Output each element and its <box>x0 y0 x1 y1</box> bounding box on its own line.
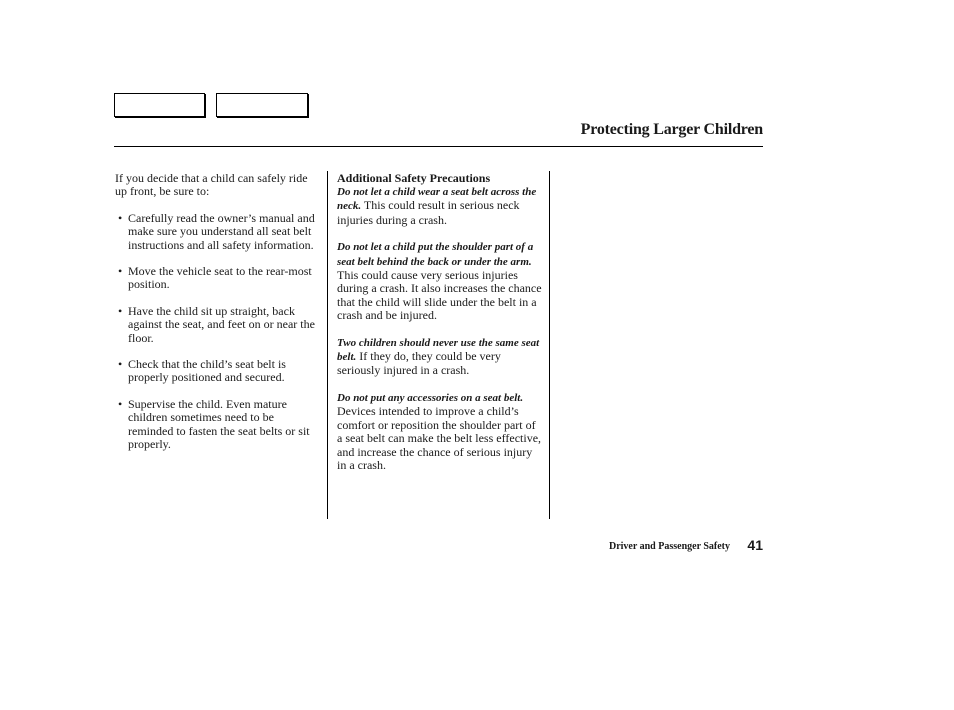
section-heading: Additional Safety Precautions <box>337 171 491 185</box>
list-item-text: Carefully read the owner’s manual and make sure you understand all seat belt instructions and all safety information. <box>128 210 315 252</box>
bullet-icon: • <box>118 210 123 225</box>
precaution-text: This could cause very serious injuries during a crash. It also increases the chance that the child will slide under the belt in a crash and be injured. <box>337 268 542 323</box>
left-column <box>115 172 321 465</box>
precaution-paragraph <box>337 185 542 227</box>
list-item-text: Have the child sit up straight, back against the seat, and feet on or near the floor. <box>128 303 315 345</box>
nav-button-2[interactable] <box>216 93 308 117</box>
bullet-icon: • <box>118 264 123 279</box>
page-title: Protecting Larger Children <box>580 121 763 138</box>
list-item <box>115 398 321 452</box>
precaution-lead: Two children should never use the same seat belt. <box>337 336 540 364</box>
list-item-text: Move the vehicle seat to the rear-most position. <box>128 264 312 292</box>
precaution-lead: Do not put any accessories on a seat belt. <box>337 391 524 404</box>
precaution-text: This could result in serious neck injuries during a crash. <box>337 198 520 227</box>
precaution-text: Devices intended to improve a child’s comfort or reposition the shoulder part of a seat belt can make the belt less effective, and increase the chance of serious injury in a crash. <box>337 404 542 472</box>
intro-text: If you decide that a child can safely ride up front, be sure to: <box>115 171 308 199</box>
bullet-icon: • <box>118 357 123 372</box>
bullet-list <box>115 212 321 452</box>
page-number: 41 <box>747 537 763 553</box>
precaution-paragraph <box>337 336 542 378</box>
nav-button-1[interactable] <box>114 93 205 117</box>
right-column <box>337 172 542 485</box>
list-item-text: Check that the child’s seat belt is properly positioned and secured. <box>128 357 286 385</box>
title-divider <box>114 146 763 147</box>
precaution-lead: Do not let a child put the shoulder part of a seat belt behind the back or under the arm. <box>337 241 534 268</box>
list-item <box>115 358 321 385</box>
list-item <box>115 212 321 252</box>
column-divider-1 <box>327 171 328 519</box>
precaution-text: If they do, they could be very seriously injured in a crash. <box>337 349 501 378</box>
bullet-icon: • <box>118 303 123 318</box>
column-divider-2 <box>549 171 550 519</box>
precaution-lead: Do not let a child wear a seat belt across the neck. <box>337 186 537 213</box>
list-item <box>115 305 321 345</box>
precaution-paragraph <box>337 391 542 472</box>
list-item-text: Supervise the child. Even mature children sometimes need to be reminded to fasten the seat belts or sit properly. <box>128 396 310 452</box>
list-item <box>115 265 321 292</box>
bullet-icon: • <box>118 396 123 411</box>
footer-section-title: Driver and Passenger Safety <box>608 541 730 552</box>
precaution-paragraph <box>337 240 542 322</box>
